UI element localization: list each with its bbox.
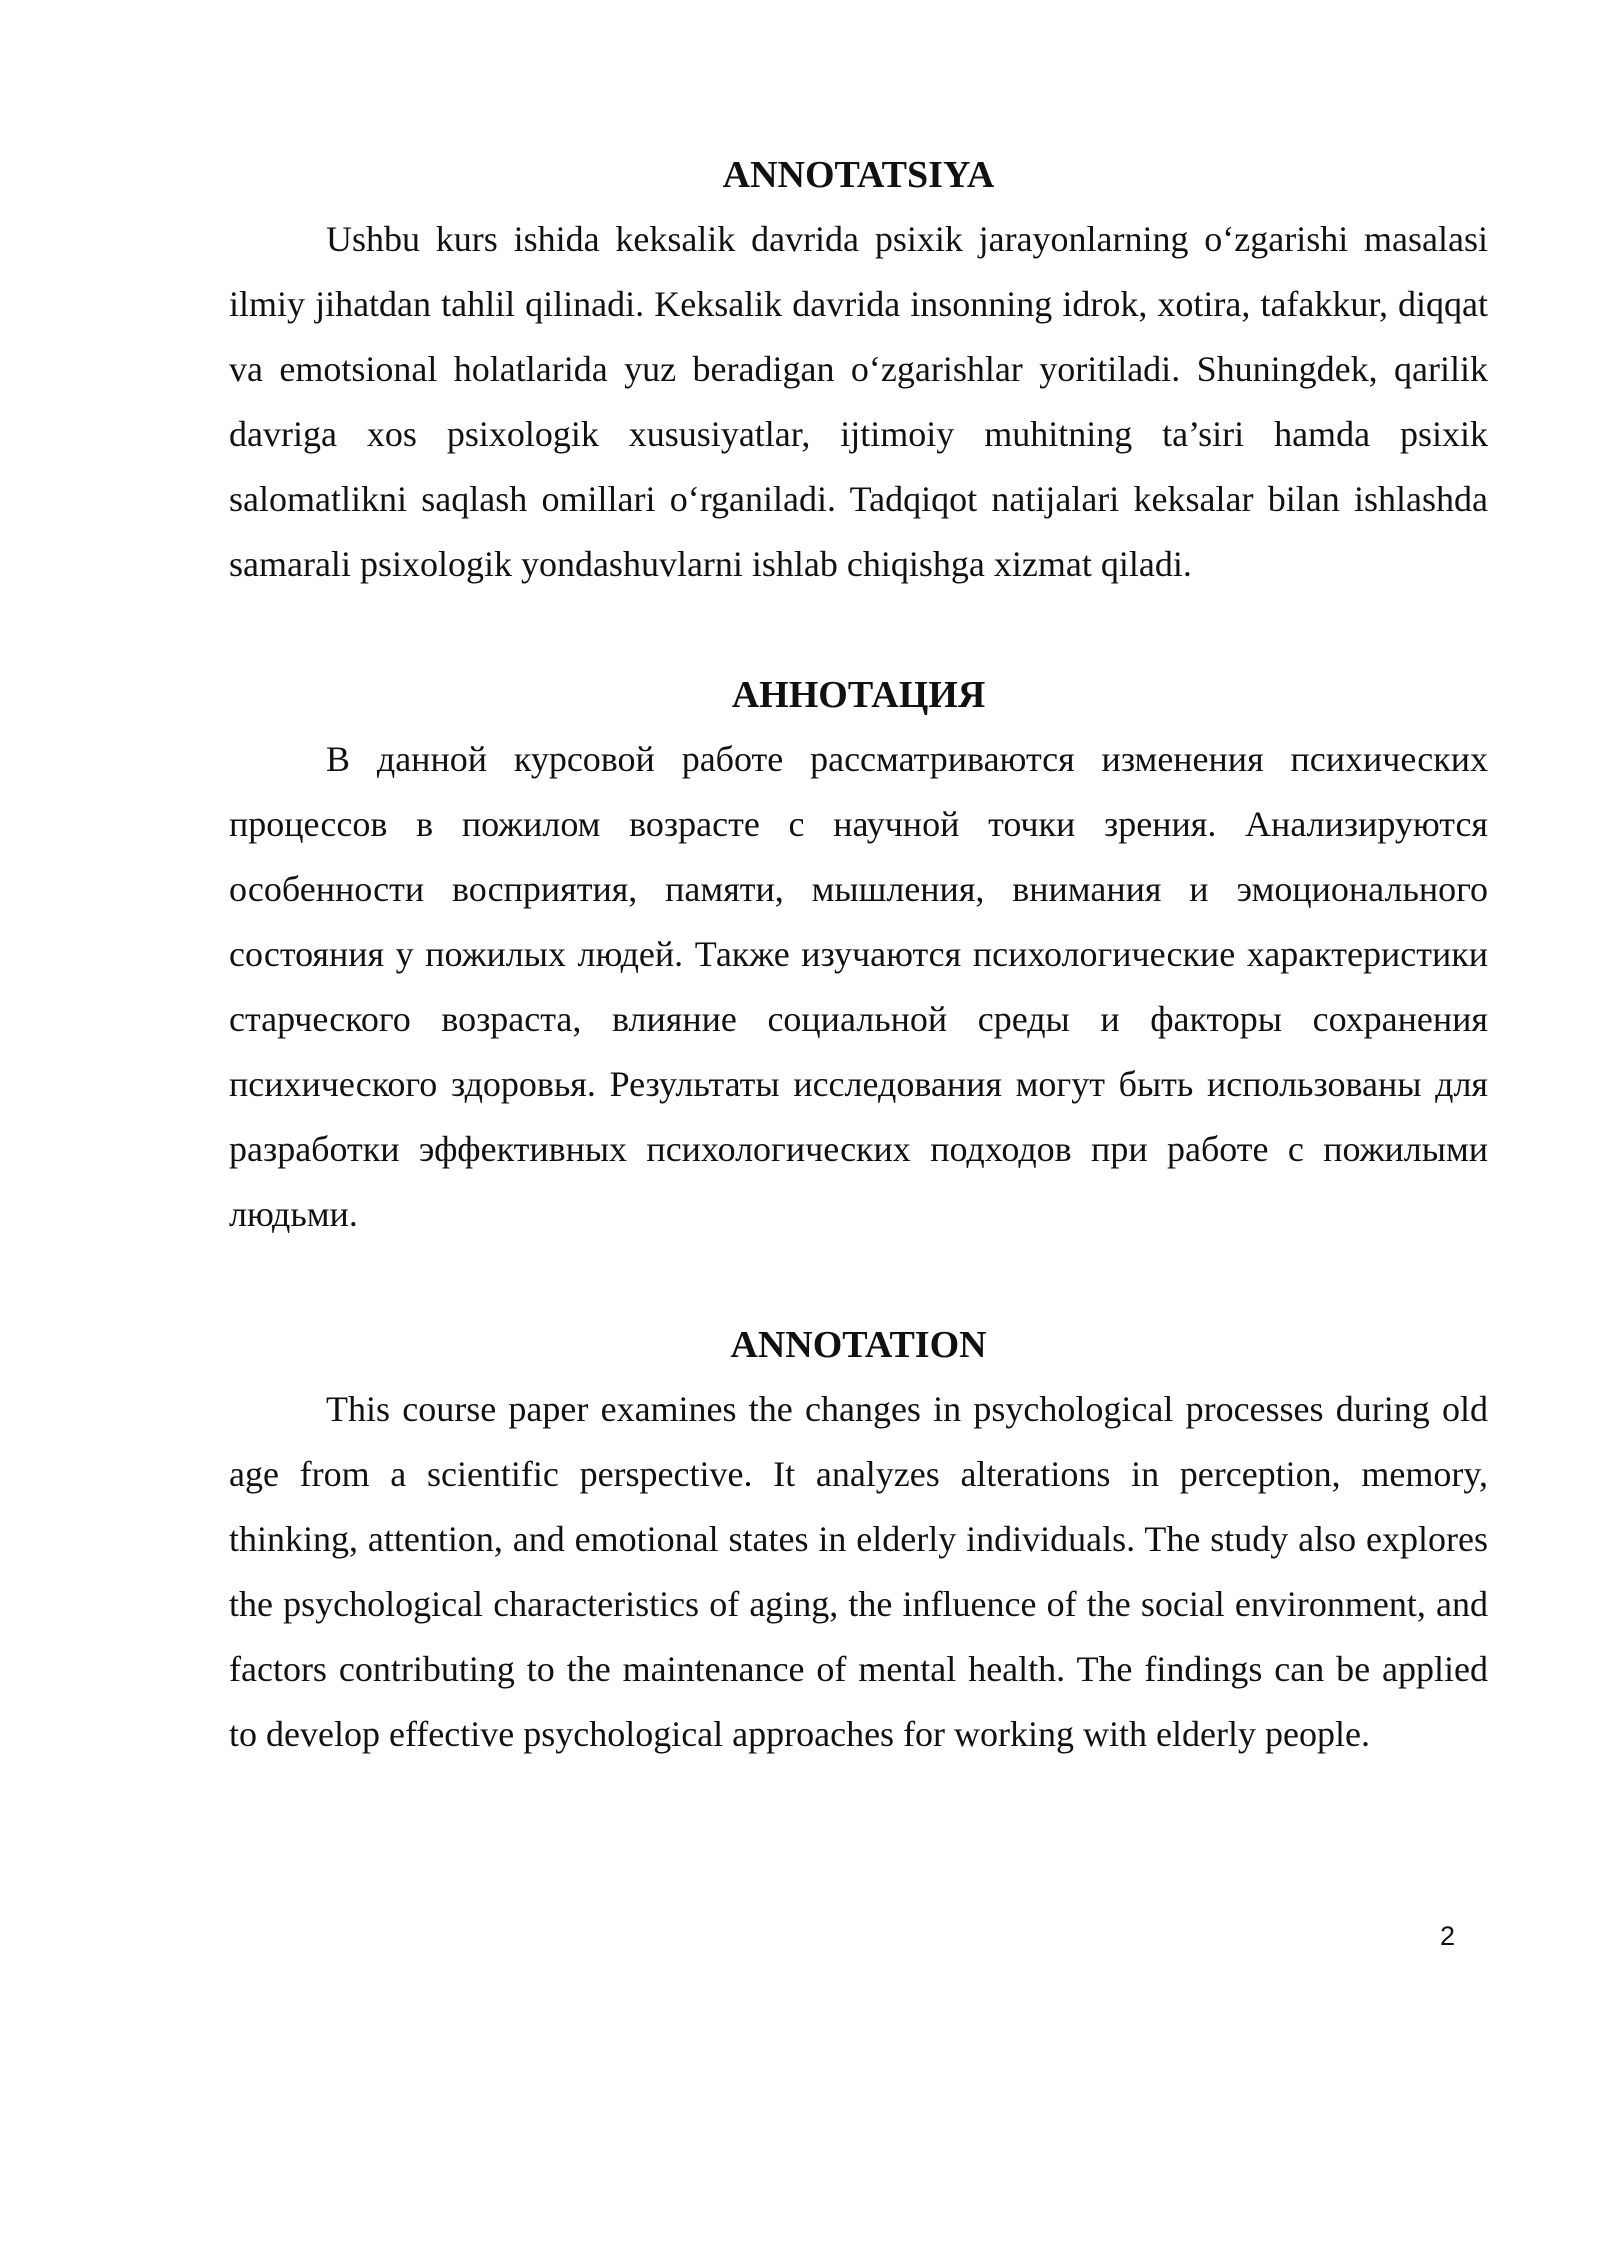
- section-english-annotation: [229, 1377, 1488, 1767]
- heading-uzbek-annotation: ANNOTATSIYA: [722, 154, 995, 196]
- paragraph-russian-annotation: В данной курсовой работе рассматриваются изменения психических процессов в пожилом возрасте с научной точки зрения. Анализируются особенности восприятия, памяти, мышления, внимания и эмоционального состояния у пожилых людей. Также изучаются психологические характеристики старческого возраста, влияние социальной среды и факторы сохранения психического здоровья. Результаты исследования могут быть использованы для разработки эффективных психологических подходов при работе с пожилыми людьми.: [229, 739, 1488, 1234]
- heading-english-annotation: ANNOTATION: [730, 1324, 987, 1366]
- section-uzbek-annotation: [229, 207, 1488, 597]
- paragraph-english-annotation: This course paper examines the changes in psychological processes during old age from a scientific perspective. It analyzes alterations in perception, memory, thinking, attention, and emotional states in elderly individuals. The study also explores the psychological characteristics of aging, the influence of the social environment, and factors contributing to the maintenance of mental health. The findings can be applied to develop effective psychological approaches for working with elderly people.: [229, 1389, 1488, 1754]
- page-number: 2: [1440, 1921, 1456, 1951]
- heading-russian-annotation: АННОТАЦИЯ: [731, 674, 986, 716]
- paragraph-uzbek-annotation: Ushbu kurs ishida keksalik davrida psixik jarayonlarning o‘zgarishi masalasi ilmiy jihatdan tahlil qilinadi. Keksalik davrida insonning idrok, xotira, tafakkur, diqqat va emotsional holatlarida yuz beradigan o‘zgarishlar yoritiladi. Shuningdek, qarilik davriga xos psixologik xususiyatlar, ijtimoiy muhitning ta’siri hamda psixik salomatlikni saqlash omillari o‘rganiladi. Tadqiqot natijalari keksalar bilan ishlashda samarali psixologik yondashuvlarni ishlab chiqishga xizmat qiladi.: [229, 219, 1488, 584]
- section-russian-annotation: [229, 727, 1488, 1247]
